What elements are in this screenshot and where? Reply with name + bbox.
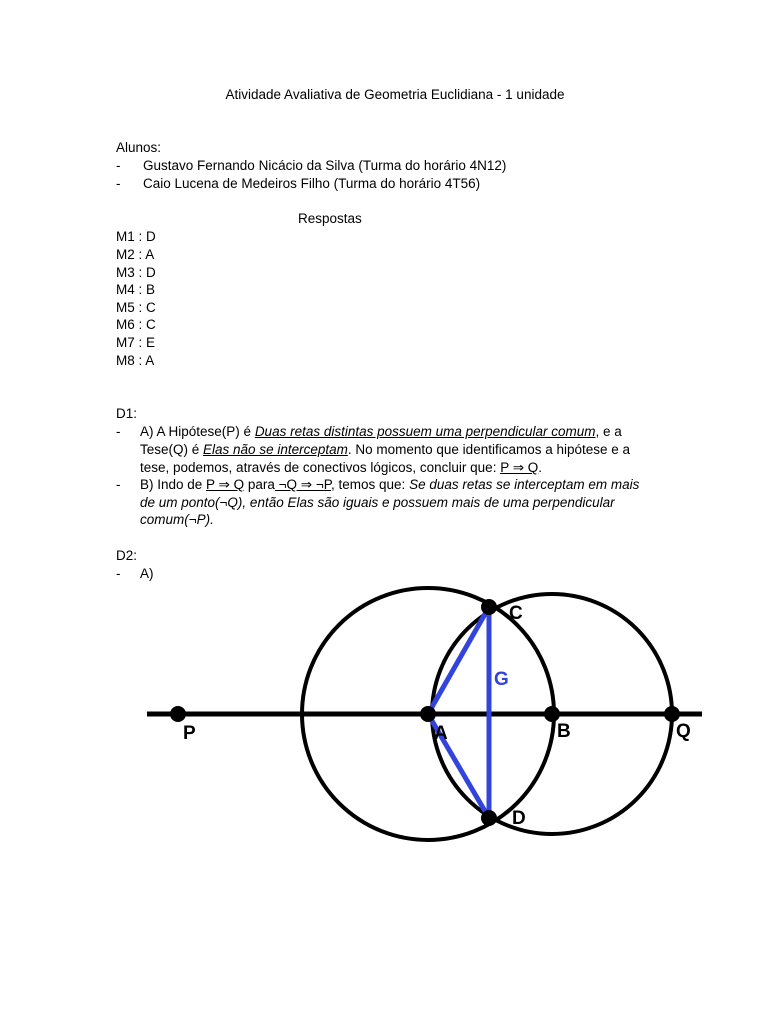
thesis-text: Elas não se interceptam — [203, 442, 348, 457]
list-bullet: - — [116, 566, 121, 581]
implication-text: P ⇒ Q — [500, 460, 539, 475]
point-a — [420, 706, 436, 722]
answer-item: M4 : B — [116, 282, 156, 297]
point-c — [481, 599, 497, 615]
point-q — [664, 706, 680, 722]
list-bullet: - — [116, 477, 121, 492]
d1-a-line-3: tese, podemos, através de conectivos lógicos, concluir que: P ⇒ Q. — [140, 460, 543, 475]
answer-item: M1 : D — [116, 229, 156, 244]
d2-item-a: A) — [140, 566, 154, 581]
d1-a-line-1: A) A Hipótese(P) é Duas retas distintas possuem uma perpendicular comum, e a — [140, 424, 622, 439]
point-b — [544, 706, 560, 722]
d1-b-line-3: comum(¬P). — [140, 512, 214, 527]
answer-item: M6 : C — [116, 317, 156, 332]
students-heading: Alunos: — [116, 140, 162, 155]
d1-b-line-1: B) Indo de P ⇒ Q para ¬Q ⇒ ¬P, temos que: Se duas retas se interceptam em mais — [140, 477, 640, 492]
point-d — [481, 810, 497, 826]
label-b: B — [557, 721, 571, 742]
label-d: D — [512, 808, 526, 829]
student-name-1: Gustavo Fernando Nicácio da Silva (Turma do horário 4N12) — [143, 158, 507, 173]
list-bullet: - — [116, 424, 121, 439]
d1-b-line-2: de um ponto(¬Q), então Elas são iguais e possuem mais de uma perpendicular — [140, 495, 615, 510]
answer-item: M2 : A — [116, 247, 155, 262]
answer-item: M8 : A — [116, 353, 155, 368]
d1-heading: D1: — [116, 406, 138, 421]
student-name-2: Caio Lucena de Medeiros Filho (Turma do horário 4T56) — [143, 176, 481, 191]
point-p — [170, 706, 186, 722]
d1-a-line-2: Tese(Q) é Elas não se interceptam. No momento que identificamos a hipótese e a — [140, 442, 631, 457]
answers-heading: Respostas — [298, 211, 362, 226]
label-g: G — [494, 669, 509, 690]
answer-item: M5 : C — [116, 300, 156, 315]
answer-item: M3 : D — [116, 265, 156, 280]
label-q: Q — [676, 721, 691, 742]
list-bullet: - — [116, 158, 121, 173]
list-bullet: - — [116, 176, 121, 191]
hypothesis-text: Duas retas distintas possuem uma perpendicular comum — [254, 424, 596, 439]
answer-item: M7 : E — [116, 335, 156, 350]
label-p: P — [183, 723, 196, 744]
label-c: C — [509, 603, 523, 624]
d2-heading: D2: — [116, 548, 138, 563]
page-title: Atividade Avaliativa de Geometria Euclidiana - 1 unidade — [225, 87, 565, 102]
label-a: A — [434, 723, 448, 744]
